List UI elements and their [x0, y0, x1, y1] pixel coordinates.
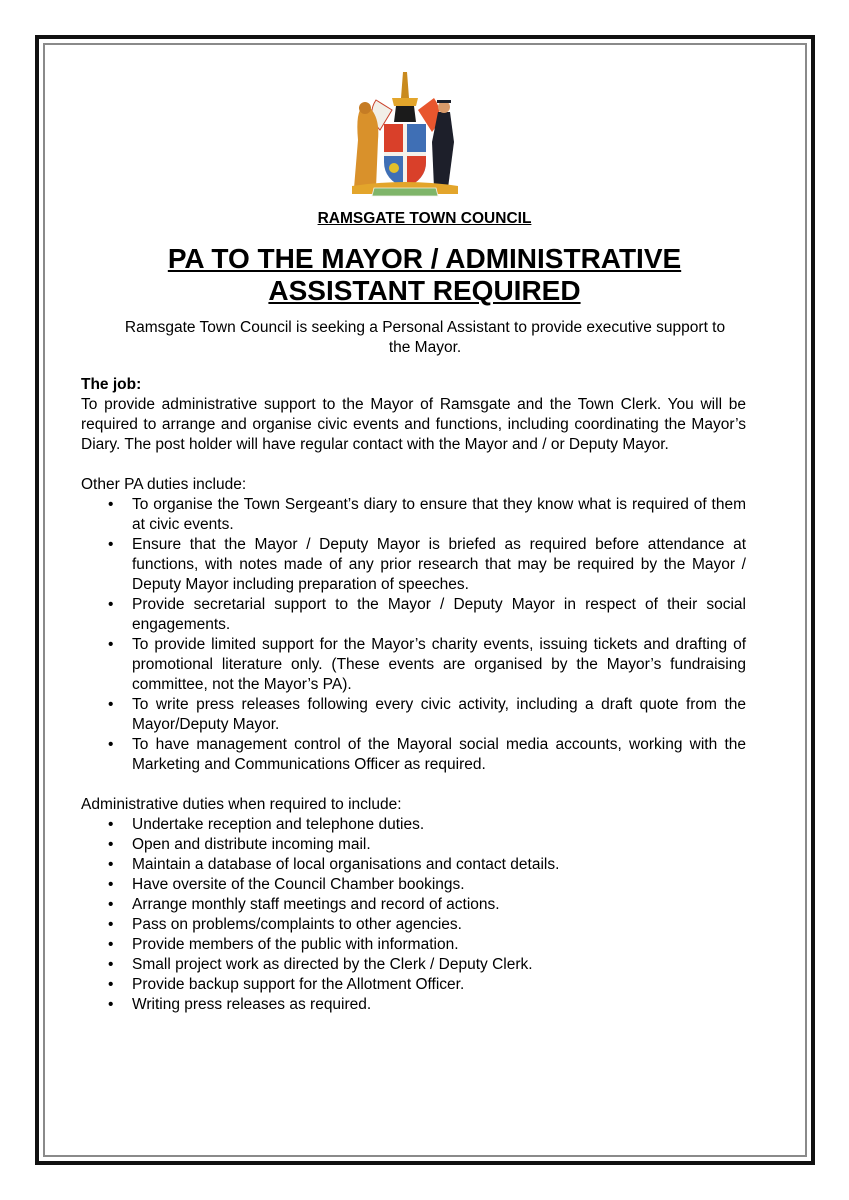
list-item: • Writing press releases as required. [108, 996, 372, 1013]
bullet-icon: • [108, 536, 114, 553]
bullet-icon: • [108, 496, 114, 513]
list-item: • Small project work as directed by the Clerk / Deputy Clerk. [108, 956, 533, 973]
list-item: • To provide limited support for the Mayor’s charity events, issuing tickets and drafting of promotional literature only. (These events are organised by the Mayor’s fundraising committee, not the Mayor’s PA). [108, 636, 746, 693]
list-item: • Arrange monthly staff meetings and record of actions. [108, 896, 500, 913]
bullet-icon: • [108, 816, 114, 833]
list-item: • To write press releases following every civic activity, including a draft quote from the Mayor/Deputy Mayor. [108, 696, 746, 733]
bullet-icon: • [108, 916, 114, 933]
bullet-icon: • [108, 636, 114, 653]
bullet-icon: • [108, 896, 114, 913]
bullet-icon: • [108, 856, 114, 873]
list-item: • Undertake reception and telephone duties. [108, 816, 425, 833]
list-item: • Provide backup support for the Allotment Officer. [108, 976, 465, 993]
list-item: • Ensure that the Mayor / Deputy Mayor is briefed as required before attendance at functions, with notes made of any prior research that may be required by the Mayor / Deputy Mayor including preparation of speeches. [108, 536, 746, 593]
bullet-icon: • [108, 976, 114, 993]
list-item: • Have oversite of the Council Chamber bookings. [108, 876, 465, 893]
intro-text: Ramsgate Town Council is seeking a Personal Assistant to provide executive support to the Mayor. [124, 319, 726, 356]
list-item: • To organise the Town Sergeant’s diary to ensure that they know what is required of them at civic events. [108, 496, 746, 533]
bullet-icon: • [108, 936, 114, 953]
bullet-icon: • [108, 996, 114, 1013]
list-item: • Maintain a database of local organisations and contact details. [108, 856, 560, 873]
bullet-icon: • [108, 596, 114, 613]
bullet-icon: • [108, 956, 114, 973]
title-line-1: PA TO THE MAYOR / ADMINISTRATIVE [167, 243, 682, 274]
document-body [81, 375, 746, 1015]
admin-duties-list [81, 815, 746, 1015]
page-title [0, 243, 849, 307]
pa-duties-heading: Other PA duties include: [81, 476, 247, 493]
title-line-2: ASSISTANT REQUIRED [268, 275, 581, 306]
admin-duties-heading: Administrative duties when required to include: [81, 796, 402, 813]
pa-duties-list [81, 495, 746, 775]
list-item: • To have management control of the Mayoral social media accounts, working with the Marketing and Communications Officer as required. [108, 736, 746, 773]
job-heading: The job: [81, 376, 142, 393]
bullet-icon: • [108, 836, 114, 853]
list-item: • Open and distribute incoming mail. [108, 836, 371, 853]
organisation-name: RAMSGATE TOWN COUNCIL [317, 210, 532, 227]
bullet-icon: • [108, 696, 114, 713]
list-item: • Pass on problems/complaints to other agencies. [108, 916, 462, 933]
bullet-icon: • [108, 736, 114, 753]
list-item: • Provide members of the public with information. [108, 936, 459, 953]
bullet-icon: • [108, 876, 114, 893]
list-item: • Provide secretarial support to the Mayor / Deputy Mayor in respect of their social engagements. [108, 596, 746, 633]
job-description: To provide administrative support to the Mayor of Ramsgate and the Town Clerk. You will be required to arrange and organise civic events and functions, including coordinating the Mayor’s Diary. The post holder will have regular contact with the Mayor and / or Deputy Mayor. [81, 396, 746, 453]
coat-of-arms-icon [346, 70, 464, 198]
